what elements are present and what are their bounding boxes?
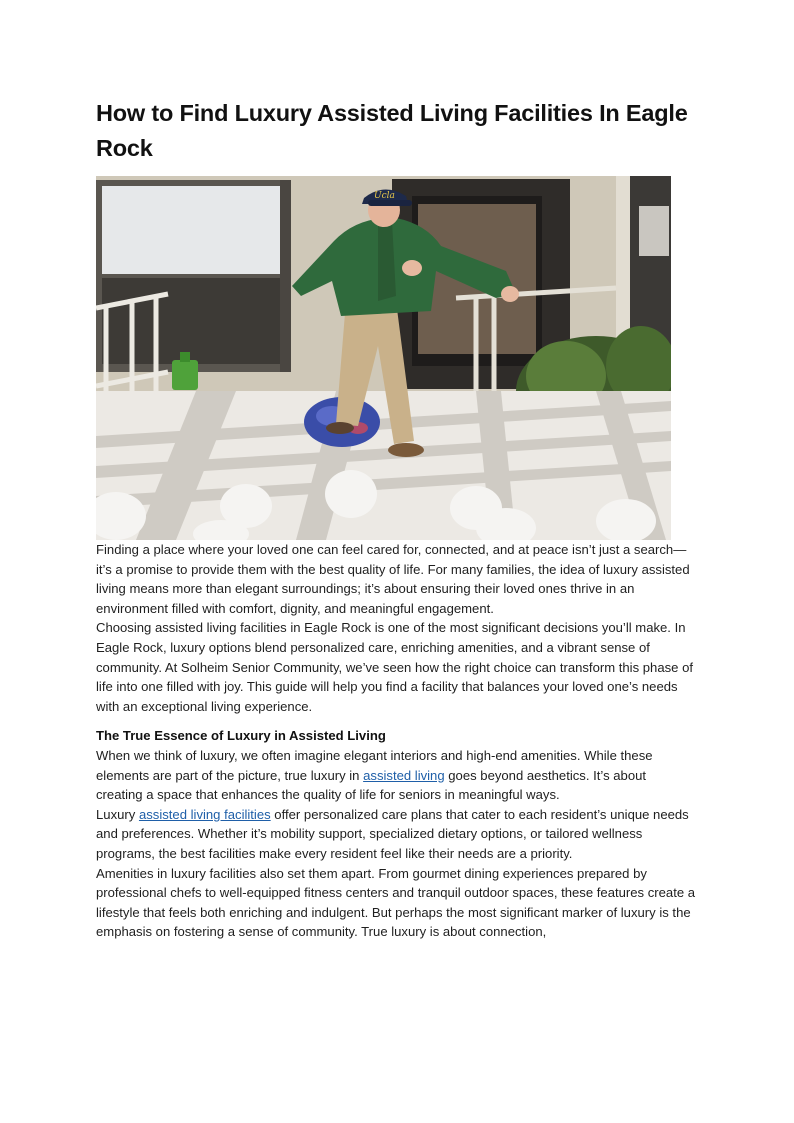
cap-logo-text: Ucla <box>374 191 395 201</box>
assisted-living-link[interactable]: assisted living <box>363 767 445 783</box>
article-body <box>96 540 696 942</box>
paragraph-care-text-b: offer personalized care plans that cater to each resident’s unique needs and preferences. Whether it’s mobility support, specialized dietary options, or tailored wellness programs, the best facilities make every resident feel like their needs are a priority. <box>96 806 689 861</box>
paragraph-care-plans <box>96 805 696 864</box>
paragraph-essence-text-a: When we think of luxury, we often imagine elegant interiors and high-end amenities. While these elements are part of the picture, true luxury in <box>96 747 653 783</box>
paragraph-essence <box>96 746 696 805</box>
assisted-living-facilities-link[interactable]: assisted living facilities <box>138 806 271 822</box>
paragraph-choosing: Choosing assisted living facilities in Eagle Rock is one of the most significant decisions you’ll make. In Eagle Rock, luxury options blend personalized care, enriching amenities, and a vibrant sense of community. At Solheim Senior Community, we’ve seen how the right choice can transform this phase of life into one filled with joy. This guide will help you find a facility that balances your loved one’s needs with an exceptional living experience. <box>96 620 694 714</box>
hero-image <box>96 176 671 540</box>
section-heading: The True Essence of Luxury in Assisted Living <box>96 728 386 744</box>
document-page <box>96 96 696 942</box>
page-title: How to Find Luxury Assisted Living Facilities In Eagle Rock <box>96 100 688 161</box>
paragraph-amenities: Amenities in luxury facilities also set them apart. From gourmet dining experiences prepared by professional chefs to well-equipped fitness centers and tranquil outdoor spaces, these features create a lifestyle that feels both enriching and indulgent. But perhaps the most significant marker of luxury is the emphasis on fostering a sense of community. True luxury is about connection, <box>96 865 696 940</box>
paragraph-essence-text-b: goes beyond aesthetics. It’s about creating a space that enhances the quality of life for seniors in meaningful ways. <box>96 767 647 803</box>
paragraph-care-text-a: Luxury <box>96 806 139 822</box>
paragraph-intro: Finding a place where your loved one can feel cared for, connected, and at peace isn’t just a search—it’s a promise to provide them with the best quality of life. For many families, the idea of luxury assisted living means more than elegant surroundings; it’s about ensuring their loved ones thrive in an environment filled with comfort, dignity, and meaningful engagement. <box>96 542 690 616</box>
